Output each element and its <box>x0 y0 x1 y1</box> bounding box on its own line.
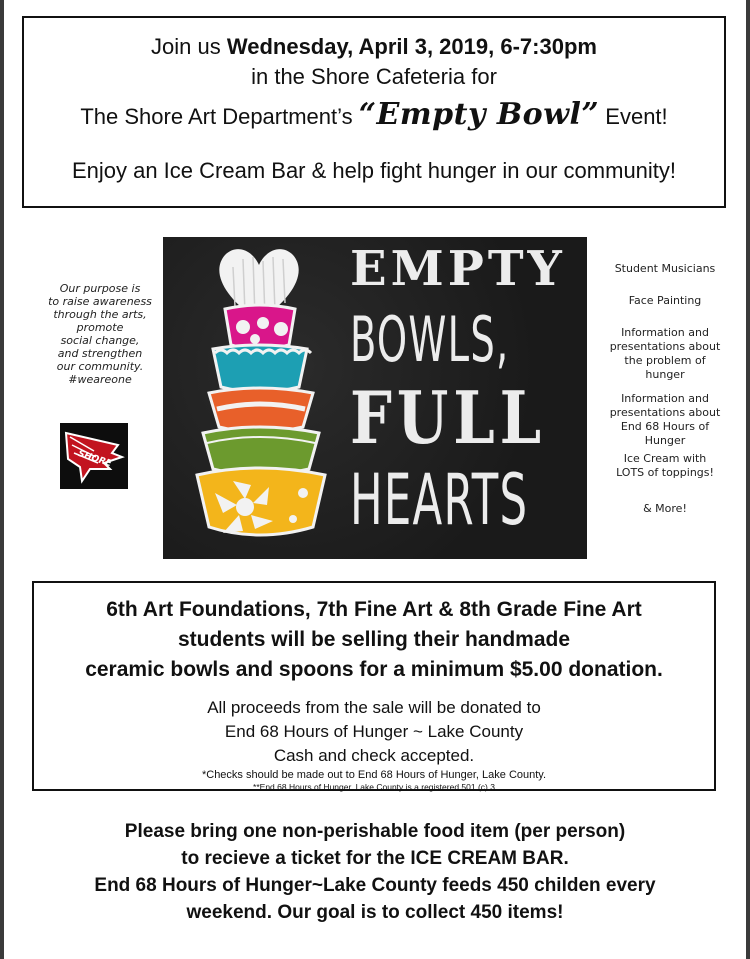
event-title-prefix: The Shore Art Department’s <box>80 104 359 129</box>
logo-text: SHORE <box>76 448 113 470</box>
bowl-stack-icon <box>163 237 343 559</box>
wing-logo-icon <box>60 423 128 489</box>
board-word-full: FULL <box>350 375 547 460</box>
event-title-suffix: Event! <box>599 104 668 129</box>
school-logo <box>60 423 128 489</box>
purpose-line: social change, <box>60 334 140 347</box>
food-drive-line: to recieve a ticket for the ICE CREAM BAR. <box>181 848 569 869</box>
location-line: in the Shore Cafeteria for <box>251 64 497 89</box>
proceeds-line: All proceeds from the sale will be donated to <box>207 698 541 717</box>
date-line <box>24 34 724 60</box>
event-header-box <box>22 16 726 208</box>
left-frame-edge <box>0 0 4 959</box>
sale-bold-line: ceramic bowls and spoons for a minimum $5.00 donation. <box>85 658 663 681</box>
food-drive-line: weekend. Our goal is to collect 450 items! <box>186 902 564 923</box>
activity-item: & More! <box>643 502 687 515</box>
purpose-statement <box>40 282 160 386</box>
event-date-time: Wednesday, April 3, 2019, 6-7:30pm <box>226 34 597 59</box>
purpose-line: through the arts, <box>53 308 147 321</box>
bowl-sale-info-box <box>32 581 716 791</box>
food-drive-line: Please bring one non-perishable food item (per person) <box>124 821 626 842</box>
event-name: “Empty Bowl” <box>358 97 600 132</box>
registered-note: **End 68 Hours of Hunger, Lake County is a registered 501 (c) 3 <box>253 782 495 792</box>
proceeds-line: End 68 Hours of Hunger ~ Lake County <box>224 722 524 741</box>
activity-item: Student Musicians <box>614 262 716 275</box>
activity-item: Ice Cream with LOTS of toppings! <box>616 452 714 479</box>
sale-bold-line: students will be selling their handmade <box>177 628 571 651</box>
purpose-line: promote <box>76 321 124 334</box>
checks-note: *Checks should be made out to End 68 Hours of Hunger, Lake County. <box>201 769 547 781</box>
event-title-line <box>24 97 724 132</box>
board-word-hearts: HEARTS <box>350 459 529 541</box>
activity-item: Information and presentations about the problem of hunger <box>609 326 721 381</box>
board-word-empty: EMPTY <box>350 241 566 297</box>
purpose-line: our community. <box>56 360 144 373</box>
activity-item: Information and presentations about End 68 Hours of Hunger <box>609 392 721 447</box>
payment-line: Cash and check accepted. <box>273 746 475 765</box>
hashtag: #weareone <box>68 373 132 386</box>
purpose-line: and strengthen <box>57 347 143 360</box>
board-word-bowls: BOWLS, <box>350 303 510 376</box>
date-line-prefix: Join us <box>151 34 227 59</box>
tagline: Enjoy an Ice Cream Bar & help fight hunger in our community! <box>71 158 677 183</box>
food-drive-line: End 68 Hours of Hunger~Lake County feeds 450 childen every <box>94 875 656 896</box>
right-frame-edge <box>746 0 750 959</box>
activity-item: Face Painting <box>628 294 702 307</box>
empty-bowls-chalkboard <box>163 237 587 559</box>
sale-bold-line: 6th Art Foundations, 7th Fine Art & 8th Grade Fine Art <box>106 598 642 621</box>
purpose-line: to raise awareness <box>48 295 152 308</box>
purpose-line: Our purpose is <box>59 282 141 295</box>
